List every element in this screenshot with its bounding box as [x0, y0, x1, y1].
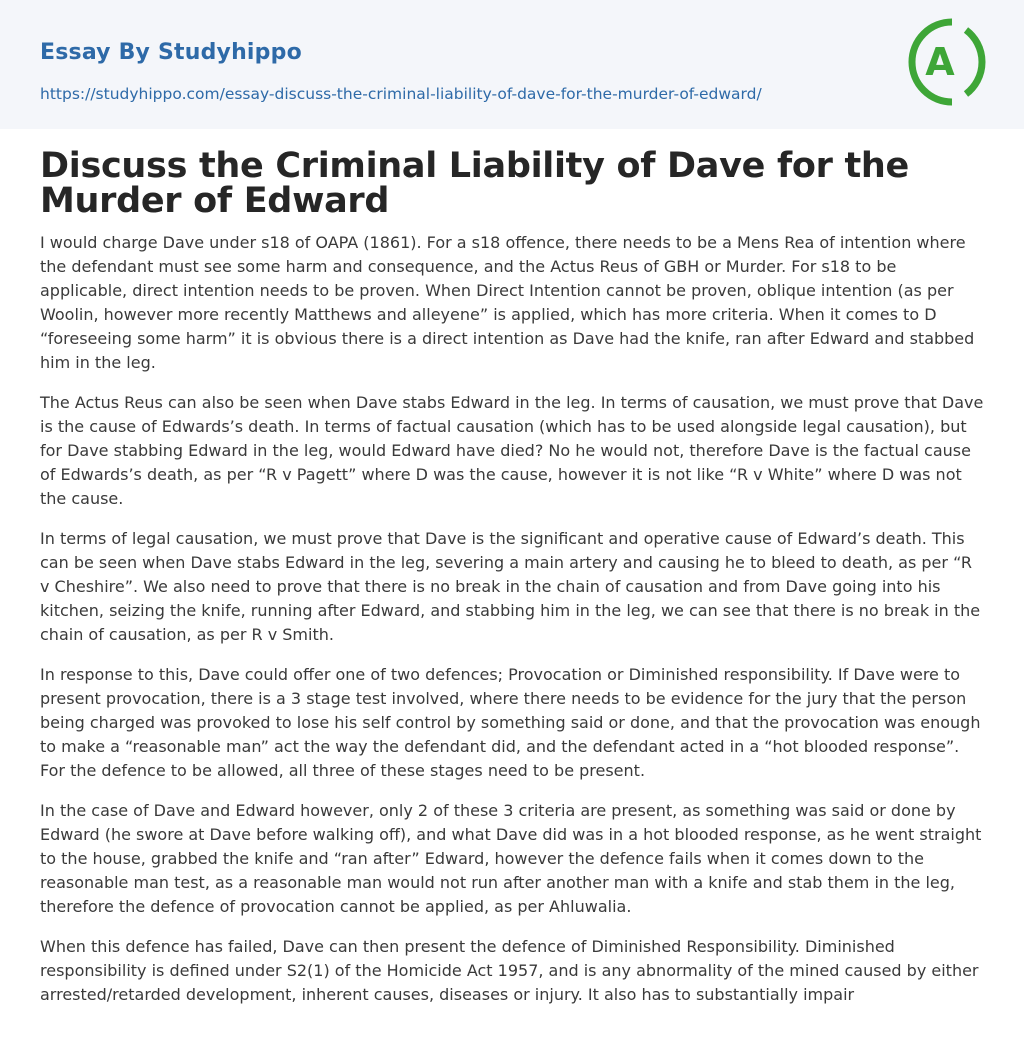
- studyhippo-logo-icon[interactable]: [900, 18, 986, 106]
- essay-paragraph: In response to this, Dave could offer one of two defences; Provocation or Diminished responsibility. If Dave were to present provocation, there is a 3 stage test involved, where there needs to be evidence for the jury that the person being charged was provoked to lose his self control by something said or done, and that the provocation was enough to make a “reasonable man” act the way the defendant did, and the defendant acted in a “hot blooded response”. For the defence to be allowed, all three of these stages need to be present.: [40, 665, 981, 780]
- essay-paragraph: In the case of Dave and Edward however, only 2 of these 3 criteria are present, as something was said or done by Edward (he swore at Dave before walking off), and what Dave did was in a hot blooded response, as he went straight to the house, grabbed the knife and “ran after” Edward, however the defence fails when it comes down to the reasonable man test, as a reasonable man would not run after another man with a knife and stab them in the leg, therefore the defence of provocation cannot be applied, as per Ahluwalia.: [40, 801, 982, 916]
- logo-letter: A: [925, 40, 955, 84]
- essay-paragraph: When this defence has failed, Dave can then present the defence of Diminished Responsibility. Diminished responsibility is defined under S2(1) of the Homicide Act 1957, and is any abnormality of the mined caused by either arrested/retarded development, inherent causes, diseases or injury. It also has to substantially impair: [40, 937, 979, 1004]
- page-title: Discuss the Criminal Liability of Dave for the Murder of Edward: [40, 146, 909, 221]
- site-title[interactable]: Essay By Studyhippo: [40, 40, 302, 65]
- essay-url-link[interactable]: https://studyhippo.com/essay-discuss-the-criminal-liability-of-dave-for-the-murder-of-edward/: [40, 85, 762, 103]
- essay-paragraph: The Actus Reus can also be seen when Dave stabs Edward in the leg. In terms of causation, we must prove that Dave is the cause of Edwards’s death. In terms of factual causation (which has to be used alongside legal causation), but for Dave stabbing Edward in the leg, would Edward have died? No he would not, therefore Dave is the factual cause of Edwards’s death, as per “R v Pagett” where D was the cause, however it is not like “R v White” where D was not the cause.: [40, 393, 984, 508]
- essay-paragraph: I would charge Dave under s18 of OAPA (1861). For a s18 offence, there needs to be a Mens Rea of intention where the defendant must see some harm and consequence, and the Actus Reus of GBH or Murder. For s18 to be applicable, direct intention needs to be proven. When Direct Intention cannot be proven, oblique intention (as per Woolin, however more recently Matthews and alleyene” is applied, which has more criteria. When it comes to D “foreseeing some harm” it is obvious there is a direct intention as Dave had the knife, ran after Edward and stabbed him in the leg.: [40, 233, 975, 372]
- site-header: [0, 0, 1024, 129]
- essay-paragraph: In terms of legal causation, we must prove that Dave is the significant and operative cause of Edward’s death. This can be seen when Dave stabs Edward in the leg, severing a main artery and causing he to bleed to death, as per “R v Cheshire”. We also need to prove that there is no break in the chain of causation and from Dave going into his kitchen, seizing the knife, running after Edward, and stabbing him in the leg, we can see that there is no break in the chain of causation, as per R v Smith.: [40, 529, 981, 644]
- essay-content: [0, 129, 1024, 1007]
